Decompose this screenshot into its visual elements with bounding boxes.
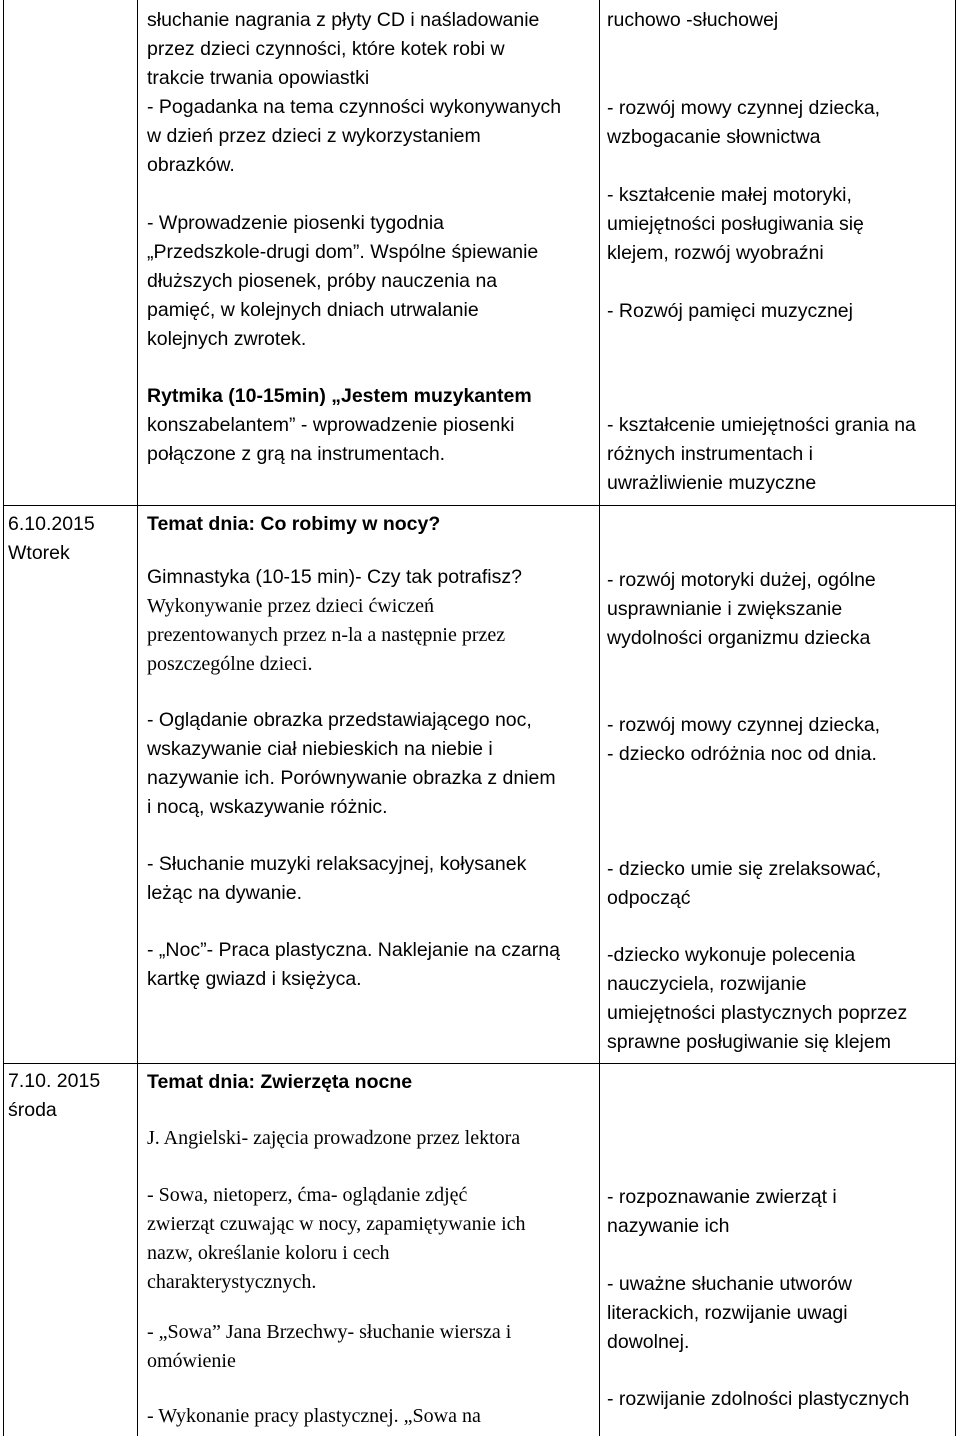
goal-text: - dziecko umie się zrelaksować, — [607, 858, 882, 880]
activity-text: - Oglądanie obrazka przedstawiającego noc, — [147, 709, 532, 731]
activity-text: J. Angielski- zajęcia prowadzone przez lektora — [147, 1127, 521, 1149]
goal-block — [607, 1270, 852, 1357]
goal-text: - kształcenie małej motoryki, — [607, 184, 852, 206]
activity-text: Wykonywanie przez dzieci ćwiczeń — [147, 595, 434, 617]
activity-text: - Słuchanie muzyki relaksacyjnej, kołysanek — [147, 853, 527, 875]
activity-text: połączone z grą na instrumentach. — [147, 443, 446, 465]
activity-text: nazywanie ich. Porównywanie obrazka z dniem — [147, 767, 556, 789]
table-border-right — [955, 0, 956, 1436]
activity-text: trakcie trwania opowiastki — [147, 67, 370, 89]
activity-text: pamięć, w kolejnych dniach utrwalanie — [147, 299, 479, 321]
activity-block — [147, 706, 556, 822]
table-border-left — [3, 0, 4, 1436]
goal-block — [607, 941, 907, 1057]
goal-block — [607, 297, 853, 326]
goal-text: - Rozwój pamięci muzycznej — [607, 300, 853, 322]
goal-text: wzbogacanie słownictwa — [607, 126, 821, 148]
activity-text: zwierząt czuwając w nocy, zapamiętywanie ich — [147, 1213, 526, 1235]
goal-text: odpocząć — [607, 887, 691, 909]
activity-text: - Wykonanie pracy plastycznej. „Sowa na — [147, 1405, 481, 1427]
goal-text: uwrażliwienie muzyczne — [607, 472, 817, 494]
goal-text: usprawnianie i zwiększanie — [607, 598, 843, 620]
goal-text: nauczyciela, rozwijanie — [607, 973, 807, 995]
goal-text: klejem, rozwój wyobraźni — [607, 242, 824, 264]
activity-text: przez dzieci czynności, które kotek robi w — [147, 38, 505, 60]
activity-text: konszabelantem” - wprowadzenie piosenki — [147, 414, 515, 436]
activity-text: - „Noc”- Praca plastyczna. Naklejanie na czarną — [147, 939, 560, 961]
goal-block — [607, 94, 880, 152]
goal-text: ruchowo -słuchowej — [607, 9, 779, 31]
day-topic — [147, 1068, 412, 1097]
topic-text: Temat dnia: Co robimy w nocy? — [147, 513, 441, 535]
goal-text: umiejętności posługiwania się — [607, 213, 864, 235]
goal-text: - rozwój motoryki dużej, ogólne — [607, 569, 876, 591]
goal-block — [607, 566, 876, 653]
activity-block — [147, 209, 538, 354]
goal-text: nazywanie ich — [607, 1215, 730, 1237]
column-divider-date — [137, 0, 138, 1436]
activity-text: i nocą, wskazywanie różnic. — [147, 796, 388, 818]
goal-text: sprawne posługiwanie się klejem — [607, 1031, 891, 1053]
activity-block — [147, 1402, 481, 1431]
activity-text: słuchanie nagrania z płyty CD i naśladowanie — [147, 9, 540, 31]
goal-text: dowolnej. — [607, 1331, 690, 1353]
goal-text: umiejętności plastycznych poprzez — [607, 1002, 908, 1024]
goal-block — [607, 1183, 837, 1241]
goal-block — [607, 6, 778, 35]
activity-text: omówienie — [147, 1350, 236, 1372]
column-divider-activities — [599, 0, 600, 1436]
date-text: 6.10.2015 — [8, 513, 95, 535]
activity-block — [147, 936, 560, 994]
activity-text: kolejnych zwrotek. — [147, 328, 307, 350]
activity-text: leżąc na dywanie. — [147, 882, 303, 904]
activity-text: „Przedszkole-drugi dom”. Wspólne śpiewanie — [147, 241, 539, 263]
activity-text: - Sowa, nietoperz, ćma- oglądanie zdjęć — [147, 1184, 468, 1206]
goal-text: literackich, rozwijanie uwagi — [607, 1302, 848, 1324]
activity-text: poszczególne dzieci. — [147, 653, 313, 675]
day-topic — [147, 510, 440, 539]
activity-heading: Rytmika (10-15min) „Jestem muzykantem — [147, 385, 532, 407]
goal-text: - kształcenie umiejętności grania na — [607, 414, 916, 436]
goal-text: -dziecko wykonuje polecenia — [607, 944, 856, 966]
activity-block — [147, 1181, 526, 1297]
activity-block — [147, 1124, 520, 1153]
activity-text: prezentowanych przez n-la a następnie przez — [147, 624, 506, 646]
weekday-text: środa — [8, 1099, 57, 1121]
activity-text: dłuższych piosenek, próby nauczenia na — [147, 270, 498, 292]
goal-text: - dziecko odróżnia noc od dnia. — [607, 743, 877, 765]
goal-text: - rozwijanie zdolności plastycznych — [607, 1388, 910, 1410]
activity-text: kartkę gwiazd i księżyca. — [147, 968, 362, 990]
goal-text: - rozpoznawanie zwierząt i — [607, 1186, 837, 1208]
goal-text: - uważne słuchanie utworów — [607, 1273, 852, 1295]
activity-text: charakterystycznych. — [147, 1271, 317, 1293]
goal-block — [607, 181, 864, 268]
weekday-text: Wtorek — [8, 542, 70, 564]
activity-text: obrazków. — [147, 154, 235, 176]
activity-text: - Wprowadzenie piosenki tygodnia — [147, 212, 444, 234]
activity-block — [147, 382, 532, 469]
goal-block — [607, 855, 881, 913]
activity-text: - Pogadanka na tema czynności wykonywanych — [147, 96, 562, 118]
goal-block — [607, 711, 880, 769]
activity-block — [147, 850, 526, 908]
activity-text: w dzień przez dzieci z wykorzystaniem — [147, 125, 481, 147]
goal-block — [607, 1385, 909, 1414]
activity-block — [147, 563, 522, 679]
activity-heading: Gimnastyka (10-15 min)- Czy tak potrafisz? — [147, 566, 522, 588]
activity-block — [147, 1318, 511, 1376]
row-divider — [3, 505, 956, 506]
activity-text — [147, 382, 532, 411]
topic-text: Temat dnia: Zwierzęta nocne — [147, 1071, 413, 1093]
date-cell — [8, 510, 95, 568]
date-cell — [8, 1067, 100, 1125]
activity-text: - „Sowa” Jana Brzechwy- słuchanie wiersza i — [147, 1321, 512, 1343]
date-text: 7.10. 2015 — [8, 1070, 101, 1092]
activity-text — [147, 563, 522, 592]
activity-text: wskazywanie ciał niebieskich na niebie i — [147, 738, 493, 760]
goal-block — [607, 411, 916, 498]
goal-text: - rozwój mowy czynnej dziecka, — [607, 714, 881, 736]
activity-block — [147, 6, 561, 180]
row-divider — [3, 1063, 956, 1064]
goal-text: - rozwój mowy czynnej dziecka, — [607, 97, 881, 119]
goal-text: różnych instrumentach i — [607, 443, 813, 465]
activity-text: nazw, określanie koloru i cech — [147, 1242, 390, 1264]
goal-text: wydolności organizmu dziecka — [607, 627, 871, 649]
